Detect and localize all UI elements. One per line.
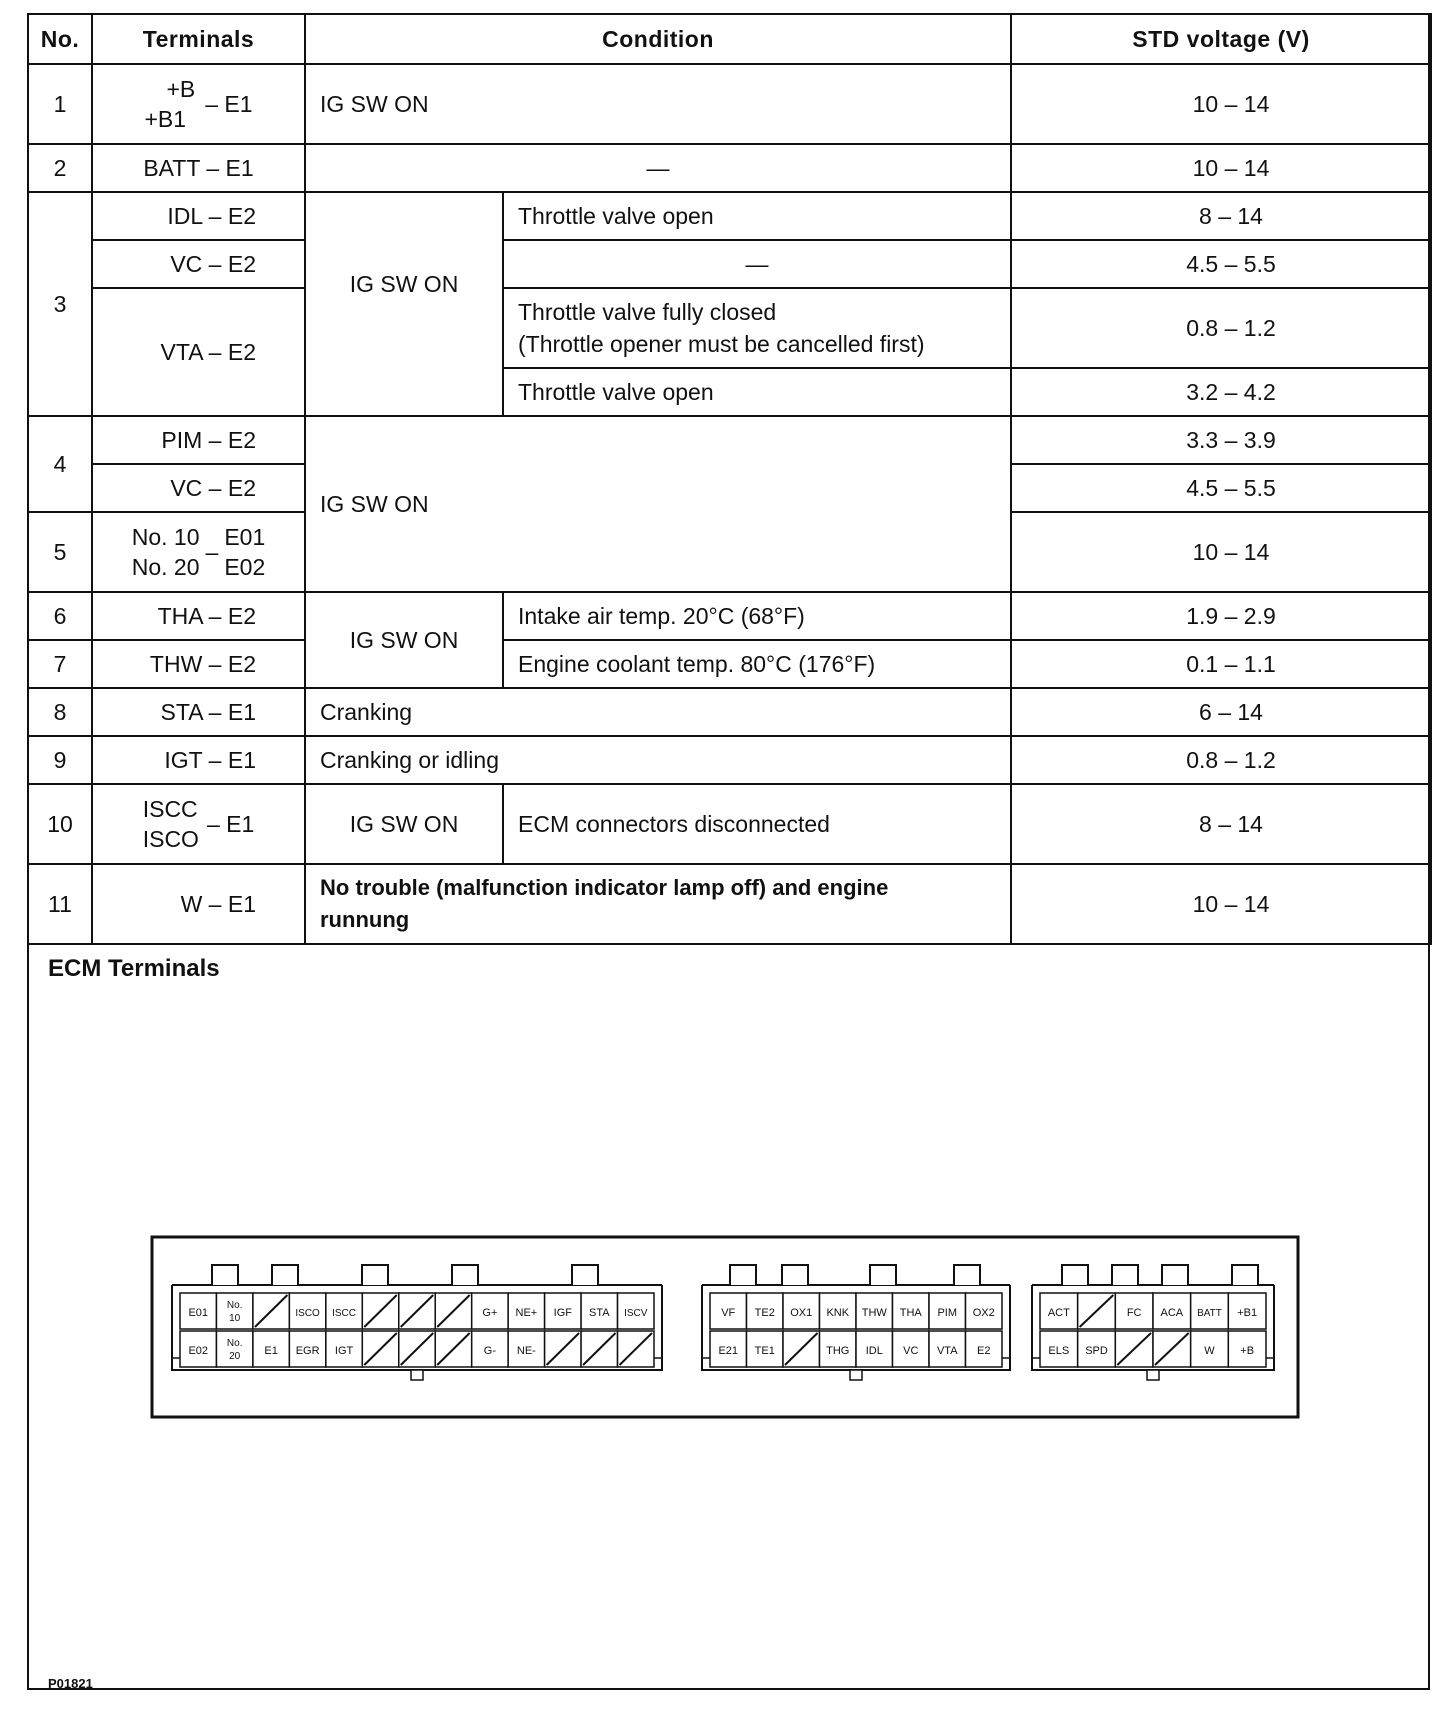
terminal-cell: THA – E2	[92, 592, 305, 640]
figure-reference: P01821	[48, 1676, 93, 1691]
condition-detail-cell: Throttle valve fully closed (Throttle opener must be cancelled first)	[503, 288, 1011, 368]
condition-cell: IG SW ON	[305, 64, 1011, 144]
condition-cell: —	[305, 144, 1011, 192]
pin-label: THW	[861, 1307, 887, 1319]
terminal-cell: THW – E2	[92, 640, 305, 688]
terminal-cell: VC – E2	[92, 240, 305, 288]
connector-3-block	[1032, 1265, 1274, 1380]
condition-cell: IG SW ON	[305, 592, 503, 688]
row-no: 6	[28, 592, 92, 640]
voltage-cell: 1.9 – 2.9	[1011, 592, 1431, 640]
table-row	[28, 592, 1431, 640]
condition-detail-cell: Engine coolant temp. 80°C (176°F)	[503, 640, 1011, 688]
voltage-cell: 8 – 14	[1011, 192, 1431, 240]
voltage-cell: 10 – 14	[1011, 144, 1431, 192]
pin-label: NE-	[516, 1345, 536, 1357]
voltage-cell: 10 – 14	[1011, 864, 1431, 944]
row-no: 9	[28, 736, 92, 784]
header-row	[28, 14, 1431, 64]
table-row	[28, 688, 1431, 736]
terminal-cell: ISCC ISCO – E1	[92, 784, 305, 864]
pin-label: IDL	[865, 1345, 883, 1357]
condition-detail-cell: Intake air temp. 20°C (68°F)	[503, 592, 1011, 640]
pin-label: PIM	[937, 1307, 958, 1319]
terminal-cell: No. 10 No. 20 – E01 E02	[92, 512, 305, 592]
condition-cell: IG SW ON	[305, 416, 1011, 592]
voltage-cell: 0.8 – 1.2	[1011, 736, 1431, 784]
pin-label: BATT	[1197, 1308, 1222, 1319]
row-no: 4	[28, 416, 92, 512]
table-row	[28, 640, 1431, 688]
voltage-spec-table	[27, 13, 1432, 945]
pin-label: STA	[589, 1307, 610, 1319]
voltage-cell: 10 – 14	[1011, 512, 1431, 592]
terminal-cell: +B +B1 – E1	[92, 64, 305, 144]
voltage-cell: 8 – 14	[1011, 784, 1431, 864]
pin-label: 20	[229, 1351, 241, 1362]
table-row	[28, 864, 1431, 944]
condition-detail-cell: ECM connectors disconnected	[503, 784, 1011, 864]
table-row	[28, 736, 1431, 784]
terminal-cell: IDL – E2	[92, 192, 305, 240]
pin-label: SPD	[1085, 1345, 1108, 1357]
row-no: 11	[28, 864, 92, 944]
row-no: 1	[28, 64, 92, 144]
pin-label: IGF	[553, 1307, 573, 1319]
voltage-cell: 6 – 14	[1011, 688, 1431, 736]
connector-2-block	[702, 1265, 1010, 1380]
terminal-cell: PIM – E2	[92, 416, 305, 464]
pin-label: G-	[483, 1345, 497, 1357]
table-row	[28, 288, 1431, 368]
condition-detail-cell: —	[503, 240, 1011, 288]
pin-label: E2	[977, 1345, 991, 1357]
table-row	[28, 64, 1431, 144]
header-condition: Condition	[305, 14, 1011, 64]
pin-label: VTA	[936, 1345, 958, 1357]
row-no: 7	[28, 640, 92, 688]
pin-label: OX2	[972, 1307, 995, 1319]
pin-label: KNK	[826, 1307, 850, 1319]
pin-label: NE+	[515, 1307, 538, 1319]
voltage-cell: 0.8 – 1.2	[1011, 288, 1431, 368]
condition-cell: Cranking or idling	[305, 736, 1011, 784]
row-no: 8	[28, 688, 92, 736]
voltage-cell: 3.2 – 4.2	[1011, 368, 1431, 416]
pin-label: ISCO	[295, 1308, 320, 1319]
pin-label: TE1	[754, 1345, 775, 1357]
table-row	[28, 416, 1431, 464]
condition-cell: Cranking	[305, 688, 1011, 736]
pin-label: E1	[264, 1345, 278, 1357]
header-no: No.	[28, 14, 92, 64]
pin-label: IGT	[334, 1345, 354, 1357]
pin-label: EGR	[295, 1345, 320, 1357]
voltage-cell: 10 – 14	[1011, 64, 1431, 144]
pin-label: FC	[1126, 1307, 1142, 1319]
pin-label: +B	[1240, 1345, 1255, 1357]
ecm-terminals-title: ECM Terminals	[48, 955, 220, 982]
table-row	[28, 784, 1431, 864]
table-row	[28, 144, 1431, 192]
condition-detail-cell: Throttle valve open	[503, 368, 1011, 416]
pin-label: No.	[226, 1338, 243, 1349]
pin-label: +B1	[1237, 1307, 1258, 1319]
pin-label: ACA	[1160, 1307, 1184, 1319]
pin-label: ACT	[1047, 1307, 1070, 1319]
terminal-cell: BATT – E1	[92, 144, 305, 192]
voltage-cell: 4.5 – 5.5	[1011, 464, 1431, 512]
voltage-cell: 0.1 – 1.1	[1011, 640, 1431, 688]
pin-label: No.	[226, 1300, 243, 1311]
condition-cell: No trouble (malfunction indicator lamp off) and engine runnung	[305, 864, 1011, 944]
row-no: 3	[28, 192, 92, 416]
pin-label: THA	[899, 1307, 922, 1319]
pin-label: ISCC	[332, 1308, 357, 1319]
header-voltage: STD voltage (V)	[1011, 14, 1431, 64]
pin-label: VF	[721, 1307, 736, 1319]
connector-1-block	[172, 1265, 662, 1380]
connector-pins	[172, 1265, 1274, 1380]
voltage-cell: 4.5 – 5.5	[1011, 240, 1431, 288]
terminal-cell: IGT – E1	[92, 736, 305, 784]
terminal-cell: VTA – E2	[92, 288, 305, 416]
condition-detail-cell: Throttle valve open	[503, 192, 1011, 240]
voltage-cell: 3.3 – 3.9	[1011, 416, 1431, 464]
pin-label: E21	[718, 1345, 739, 1357]
table-row	[28, 192, 1431, 240]
ecm-connector-diagram	[150, 1235, 1300, 1420]
pin-label: THG	[826, 1345, 850, 1357]
pin-label: ELS	[1048, 1345, 1070, 1357]
pin-label: E01	[188, 1307, 209, 1319]
row-no: 10	[28, 784, 92, 864]
condition-cell: IG SW ON	[305, 192, 503, 416]
pin-label: E02	[188, 1345, 209, 1357]
pin-label: W	[1204, 1345, 1215, 1357]
pin-label: 10	[229, 1313, 241, 1324]
terminal-cell: VC – E2	[92, 464, 305, 512]
pin-label: OX1	[790, 1307, 813, 1319]
condition-cell: IG SW ON	[305, 784, 503, 864]
pin-label: G+	[482, 1307, 498, 1319]
pin-label: TE2	[754, 1307, 775, 1319]
pin-label: VC	[903, 1345, 919, 1357]
pin-label: ISCV	[624, 1308, 648, 1319]
terminal-cell: STA – E1	[92, 688, 305, 736]
row-no: 5	[28, 512, 92, 592]
table-row	[28, 240, 1431, 288]
terminal-cell: W – E1	[92, 864, 305, 944]
row-no: 2	[28, 144, 92, 192]
header-terminals: Terminals	[92, 14, 305, 64]
